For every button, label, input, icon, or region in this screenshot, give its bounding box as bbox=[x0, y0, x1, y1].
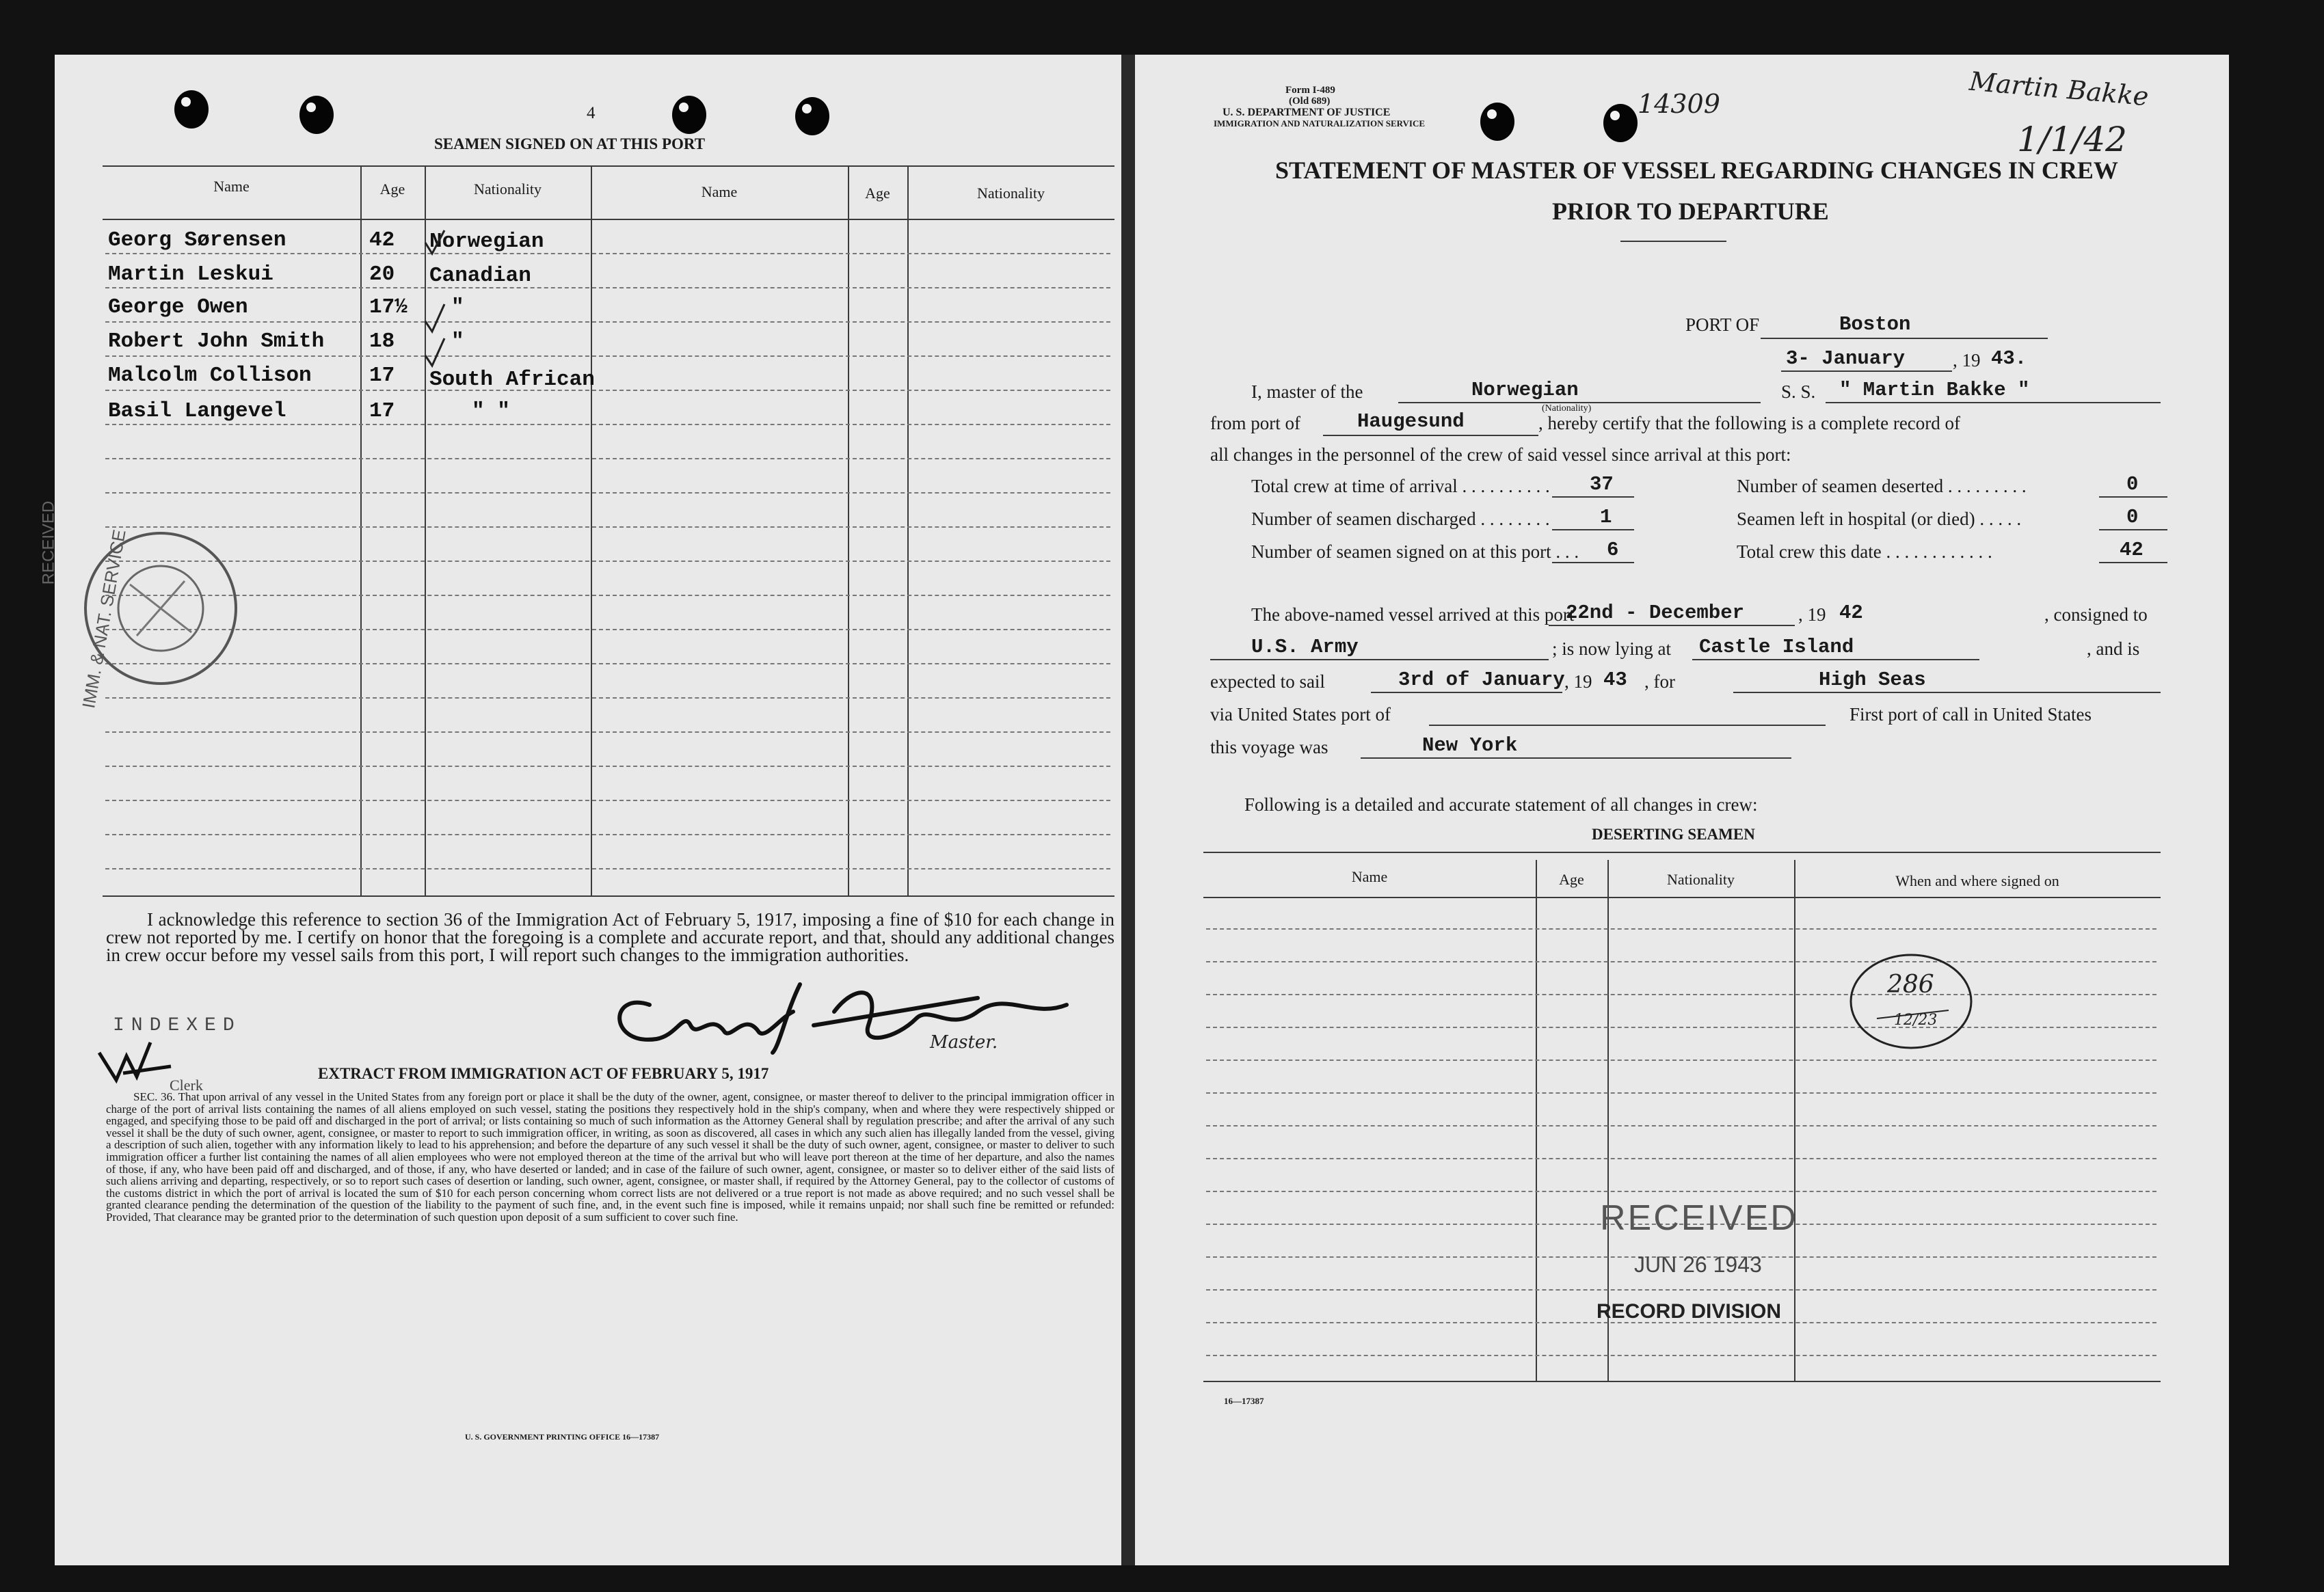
and-is-label: , and is bbox=[2087, 638, 2140, 659]
seaman-age: 17½ bbox=[369, 295, 408, 319]
hospital-value: 0 bbox=[2126, 506, 2139, 528]
right-page bbox=[1135, 55, 2229, 1565]
deserting-title: DESERTING SEAMEN bbox=[1592, 826, 1755, 843]
circle-note-number: 286 bbox=[1887, 971, 1934, 999]
seaman-name: Malcolm Collison bbox=[108, 364, 312, 388]
side-stamp-text-received: RECEIVED bbox=[39, 500, 58, 585]
punch-hole bbox=[672, 96, 706, 134]
vessel-name: " Martin Bakke " bbox=[1839, 379, 2030, 401]
ss-label: S. S. bbox=[1781, 381, 1816, 402]
hospital-label: Seamen left in hospital (or died) . . . . . bbox=[1737, 509, 2022, 529]
arrived-year-prefix: , 19 bbox=[1798, 604, 1826, 625]
circle-note-date: 12/23 bbox=[1894, 1012, 1938, 1029]
extract-title: EXTRACT FROM IMMIGRATION ACT OF FEBRUARY 5, 1917 bbox=[318, 1065, 769, 1082]
year-value: 43. bbox=[1991, 347, 2027, 370]
form-old-number: (Old 689) bbox=[1289, 96, 1331, 107]
lying-label: ; is now lying at bbox=[1552, 638, 1671, 659]
circled-note bbox=[1846, 950, 1976, 1053]
page-spine bbox=[1121, 55, 1135, 1565]
title-underline bbox=[1620, 241, 1726, 242]
check-mark-icon bbox=[424, 229, 458, 407]
col-header-nationality: Nationality bbox=[977, 185, 1045, 202]
seaman-age: 17 bbox=[369, 364, 395, 388]
discharged-label: Number of seamen discharged . . . . . . . . bbox=[1251, 509, 1550, 529]
col-divider bbox=[360, 165, 362, 895]
sail-year: 43 bbox=[1603, 669, 1627, 691]
signed-value: 6 bbox=[1607, 539, 1619, 561]
seaman-nationality: Norwegian bbox=[429, 230, 544, 254]
seaman-name: Georg Sørensen bbox=[108, 228, 286, 252]
col-header-name: Name bbox=[213, 178, 250, 195]
sail-date-value: 3rd of January bbox=[1398, 669, 1565, 691]
corner-note: Martin Bakke bbox=[1968, 66, 2150, 112]
master-of-label: I, master of the bbox=[1251, 381, 1363, 402]
seaman-nationality: Canadian bbox=[429, 264, 531, 288]
deserted-label: Number of seamen deserted . . . . . . . . . bbox=[1737, 476, 2027, 496]
table-header-rule bbox=[103, 219, 1114, 220]
printing-office: U. S. GOVERNMENT PRINTING OFFICE 16—17387 bbox=[465, 1432, 660, 1442]
punch-hole bbox=[174, 90, 209, 129]
seaman-name: Martin Leskui bbox=[108, 262, 273, 286]
footer-form-number: 16—17387 bbox=[1224, 1396, 1264, 1406]
deserting-table-bottom bbox=[1203, 1381, 2161, 1382]
table-top-rule bbox=[103, 165, 1114, 167]
deserted-value: 0 bbox=[2126, 473, 2139, 496]
consigned-label: , consigned to bbox=[2044, 604, 2148, 625]
following-text: Following is a detailed and accurate statement of all changes in crew: bbox=[1244, 794, 1758, 815]
file-number: 14309 bbox=[1638, 89, 1720, 119]
col-divider bbox=[907, 165, 909, 895]
received-stamp: RECEIVED bbox=[1600, 1198, 1798, 1238]
expected-label: expected to sail bbox=[1210, 671, 1325, 692]
left-page bbox=[39, 55, 1121, 1565]
seaman-age: 42 bbox=[369, 228, 395, 252]
acknowledgement-paragraph: I acknowledge this reference to section 36 of the Immigration Act of February 5, 1917, imposing a fine of $10 for each change in crew not reported by me. I certify on honor that the foregoing is a complete and accurate report, and that, should any additional changes in crew occur before my vessel sails from this port, I will report such changes to the immigration authorities. bbox=[106, 909, 1114, 965]
seaman-name: Robert John Smith bbox=[108, 329, 325, 353]
total-arrival-label: Total crew at time of arrival . . . . . . . . . . bbox=[1251, 476, 1550, 496]
total-date-label: Total crew this date . . . . . . . . . . . . bbox=[1737, 541, 1992, 562]
deserting-col-nationality: Nationality bbox=[1667, 871, 1735, 888]
changes-text: all changes in the personnel of the crew of said vessel since arrival at this port: bbox=[1210, 444, 1791, 465]
form-number: Form I-489 bbox=[1285, 85, 1335, 96]
indexed-stamp: INDEXED bbox=[113, 1015, 241, 1036]
master-label: Master. bbox=[930, 1032, 998, 1053]
voyage-value: New York bbox=[1422, 734, 1518, 757]
deserting-table-top bbox=[1203, 852, 2161, 853]
seaman-name: Basil Langevel bbox=[108, 399, 286, 423]
seaman-age: 17 bbox=[369, 399, 395, 423]
punch-hole bbox=[299, 96, 334, 134]
page-number: 4 bbox=[587, 104, 596, 122]
consignee-value: U.S. Army bbox=[1251, 636, 1359, 658]
nationality-value: Norwegian bbox=[1471, 379, 1579, 401]
port-label: PORT OF bbox=[1685, 314, 1760, 335]
deserting-table-header-rule bbox=[1203, 897, 2161, 898]
seaman-age: 20 bbox=[369, 262, 395, 286]
col-header-age: Age bbox=[379, 180, 405, 198]
section-title: SEAMEN SIGNED ON AT THIS PORT bbox=[434, 135, 706, 152]
arrived-year: 42 bbox=[1839, 602, 1863, 624]
lying-value: Castle Island bbox=[1699, 636, 1854, 658]
arrived-date: 22nd - December bbox=[1566, 602, 1745, 624]
form-title-line2: PRIOR TO DEPARTURE bbox=[1552, 198, 1829, 225]
seaman-name: George Owen bbox=[108, 295, 248, 319]
deserting-col-age: Age bbox=[1559, 871, 1584, 888]
sail-year-prefix: , 19 bbox=[1564, 671, 1592, 692]
arrived-label: The above-named vessel arrived at this port bbox=[1251, 604, 1575, 625]
punch-hole bbox=[795, 97, 829, 135]
discharged-value: 1 bbox=[1600, 506, 1612, 528]
date-value: 3- January bbox=[1786, 347, 1906, 370]
total-date-value: 42 bbox=[2120, 539, 2143, 561]
seaman-nationality: " bbox=[451, 329, 464, 353]
first-port-label: First port of call in United States bbox=[1849, 704, 2092, 725]
col-divider bbox=[848, 165, 849, 895]
seaman-nationality: " " bbox=[472, 399, 510, 423]
from-port-value: Haugesund bbox=[1357, 410, 1465, 433]
table-bottom-rule bbox=[103, 895, 1114, 897]
nationality-caption: (Nationality) bbox=[1542, 403, 1592, 414]
year-prefix: , 19 bbox=[1953, 350, 1981, 370]
col-header-nationality: Nationality bbox=[474, 180, 542, 198]
master-signature bbox=[595, 971, 1073, 1060]
from-port-label: from port of bbox=[1210, 413, 1300, 433]
deserting-col-name: Name bbox=[1351, 868, 1388, 885]
certify-text: , hereby certify that the following is a complete record of bbox=[1538, 413, 1961, 433]
clerk-initials bbox=[96, 1039, 178, 1087]
port-value: Boston bbox=[1839, 313, 1911, 336]
signed-label: Number of seamen signed on at this port . . . bbox=[1251, 541, 1579, 562]
via-label: via United States port of bbox=[1210, 704, 1391, 725]
clerk-label: Clerk bbox=[170, 1077, 203, 1094]
side-stamp-text: IMM. & NAT. SERVICE bbox=[78, 528, 130, 710]
department-name: U. S. DEPARTMENT OF JUSTICE bbox=[1223, 107, 1391, 118]
voyage-label: this voyage was bbox=[1210, 737, 1328, 757]
seaman-age: 18 bbox=[369, 329, 395, 353]
service-name: IMMIGRATION AND NATURALIZATION SERVICE bbox=[1214, 118, 1426, 129]
seaman-nationality: South African bbox=[429, 368, 595, 392]
section-36-text: SEC. 36. That upon arrival of any vessel in the United States from any foreign port or place it shall be the duty of the owner, agent, consignee, or master thereof to deliver to the principal immigration officer in charge of the port of arrival lists containing the names of all aliens employed on such vessel, stating the positions they respectively hold in the ship's company, when and where they were respectively shipped or engaged, and specifying those to be paid off and discharged in the port of arrival; or lists containing so much of such information as the Attorney General shall by regulation prescribe; and after the arrival of any such vessel it shall be the duty of such owner, agent, consignee, or master to report to such immigration officer, in writing, as soon as discovered, all cases in which any such alien has illegally landed from the vessel, giving a description of such alien, together with any information likely to lead to his apprehension; and before the departure of any such vessel it shall be the duty of such owner, agent, consignee, or master to deliver to such immigration officer a further list containing the names of all alien employees who were not employed thereon at the time of the arrival but who will leave port thereon at the time of her departure, and also the names of those, if any, who have been paid off and discharged, and of those, if any, who have deserted or landed; and in case of the failure of such owner, agent, consignee, or master so to deliver either of the said lists of such aliens arriving and departing, respectively, or so to report such cases of desertion or landing, such owner, agent, consignee, or master shall, if required by the Attorney General, pay to the collector of customs of the customs district in which the port of arrival is located the sum of $10 for each person concerning whom correct lists are not delivered or a true report is not made as above required; and no such vessel shall be granted clearance pending the determination of the question of the liability to the payment of such fine, and, in the event such fine is imposed, while it remains unpaid; nor shall such fine be remitted or refunded: Provided, That clearance may be granted prior to the determination of such question upon deposit of a sum sufficient to cover such fine. bbox=[106, 1090, 1114, 1224]
record-division-stamp: RECORD DIVISION bbox=[1597, 1300, 1782, 1323]
col-header-name: Name bbox=[701, 183, 738, 200]
punch-hole bbox=[1480, 103, 1514, 141]
col-divider bbox=[591, 165, 592, 895]
seaman-nationality: " bbox=[451, 295, 464, 319]
col-header-age: Age bbox=[865, 185, 890, 202]
received-date: JUN 26 1943 bbox=[1634, 1252, 1762, 1277]
corner-date: 1/1/42 bbox=[2017, 120, 2127, 159]
form-title-line1: STATEMENT OF MASTER OF VESSEL REGARDING CHANGES IN CREW bbox=[1275, 157, 2118, 184]
deserting-col-signed-on: When and where signed on bbox=[1895, 872, 2059, 889]
total-arrival-value: 37 bbox=[1590, 473, 1614, 496]
punch-hole bbox=[1603, 104, 1638, 142]
for-label: , for bbox=[1644, 671, 1675, 692]
destination-value: High Seas bbox=[1819, 669, 1926, 691]
